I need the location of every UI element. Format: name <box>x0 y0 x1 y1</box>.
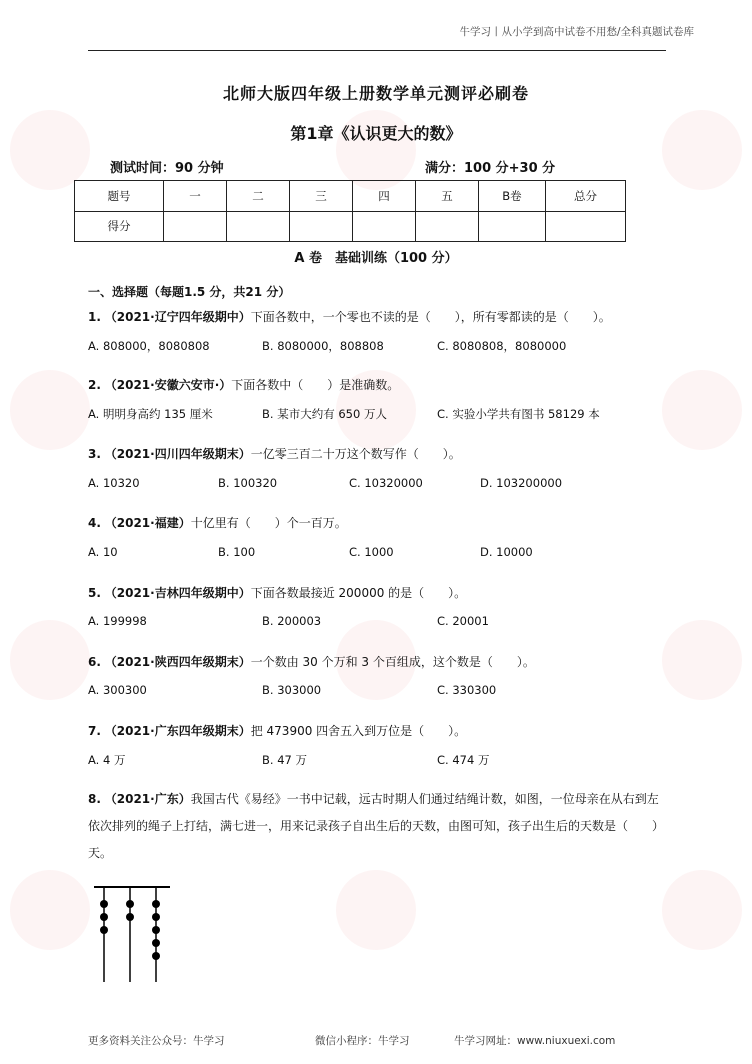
question-1 <box>88 308 611 325</box>
score-input-cell[interactable] <box>479 211 546 242</box>
option[interactable]: B. 8080000，808808 <box>262 339 384 353</box>
full-score: 满分：100 分+30 分 <box>425 161 556 176</box>
option[interactable]: D. 10000 <box>480 545 533 559</box>
score-header-cell: 一 <box>164 181 227 212</box>
option[interactable]: A. 4 万 <box>88 753 126 767</box>
header-text: 牛学习丨从小学到高中试卷不用愁/全科真题试卷库 <box>459 26 694 38</box>
score-input-cell[interactable] <box>290 211 353 242</box>
question-source: （2021·吉林四年级期中） <box>104 586 251 600</box>
rope-knot <box>126 900 134 908</box>
score-header-cell: 五 <box>416 181 479 212</box>
score-input-cell[interactable] <box>227 211 290 242</box>
score-input-cell[interactable] <box>353 211 416 242</box>
option[interactable]: B. 200003 <box>262 614 322 628</box>
question-source: （2021·广东四年级期末） <box>104 724 251 738</box>
question-stem: 下面各数最接近 200000 的是（ ）。 <box>250 586 467 600</box>
score-header-cell: 四 <box>353 181 416 212</box>
question-8 <box>88 786 668 867</box>
score-table <box>74 180 626 242</box>
footer-middle: 微信小程序：牛学习 <box>315 1035 410 1047</box>
question-stem: 十亿里有（ ）个一百万。 <box>190 516 347 530</box>
score-row-label: 得分 <box>75 211 164 242</box>
question-number: 5. <box>88 586 101 600</box>
score-header-cell: 题号 <box>75 181 164 212</box>
question-number: 3. <box>88 447 101 461</box>
question-source: （2021·陕西四年级期末） <box>104 655 251 669</box>
rope-knot <box>100 900 108 908</box>
score-table-score-row <box>75 211 626 242</box>
option[interactable]: A. 10320 <box>88 476 140 490</box>
option[interactable]: D. 103200000 <box>480 476 563 490</box>
question-number: 1. <box>88 310 101 324</box>
option[interactable]: C. 330300 <box>437 683 497 697</box>
score-input-cell[interactable] <box>164 211 227 242</box>
question-6 <box>88 653 535 670</box>
rope-knot <box>100 913 108 921</box>
footer-right[interactable]: 牛学习网址：www.niuxuexi.com <box>454 1035 616 1047</box>
question-source: （2021·广东） <box>104 792 191 806</box>
rope-knot <box>100 926 108 934</box>
question-number: 7. <box>88 724 101 738</box>
rope-knot <box>126 913 134 921</box>
footer-left: 更多资料关注公众号：牛学习 <box>88 1035 225 1047</box>
option[interactable]: A. 10 <box>88 545 118 559</box>
rope-knot <box>152 952 160 960</box>
question-stem: 我国古代《易经》一书中记载，远古时期人们通过结绳计数，如图，一位母亲在从右到左依次排列的绳子上打结，满七进一，用来记录孩子自出生后的天数，由图可知，孩子出生后的天数是（ ）天。 <box>88 792 665 860</box>
question-stem: 下面各数中（ ）是准确数。 <box>231 378 400 392</box>
test-time: 测试时间：90 分钟 <box>110 161 224 176</box>
question-source: （2021·安徽六安市·） <box>104 378 232 392</box>
question-2 <box>88 376 399 393</box>
option[interactable]: A. 明明身高约 135 厘米 <box>88 407 213 421</box>
question-stem: 把 473900 四舍五入到万位是（ ）。 <box>250 724 467 738</box>
option[interactable]: A. 199998 <box>88 614 147 628</box>
question-number: 8. <box>88 792 101 806</box>
option[interactable]: B. 某市大约有 650 万人 <box>262 407 387 421</box>
score-input-cell[interactable] <box>546 211 626 242</box>
rope-knot <box>152 913 160 921</box>
question-stem: 一亿零三百二十万这个数写作（ ）。 <box>250 447 461 461</box>
option[interactable]: A. 808000，8080808 <box>88 339 210 353</box>
score-header-cell: 总分 <box>546 181 626 212</box>
option[interactable]: C. 20001 <box>437 614 489 628</box>
question-5 <box>88 584 466 601</box>
option[interactable]: B. 47 万 <box>262 753 307 767</box>
option[interactable]: C. 实验小学共有图书 58129 本 <box>437 407 600 421</box>
option[interactable]: C. 8080808，8080000 <box>437 339 567 353</box>
doc-title: 北师大版四年级上册数学单元测评必刷卷 <box>222 84 529 103</box>
question-source: （2021·福建） <box>104 516 191 530</box>
rope-knot <box>152 900 160 908</box>
question-stem: 一个数由 30 个万和 3 个百组成，这个数是（ ）。 <box>250 655 535 669</box>
figure-ropes <box>100 887 160 982</box>
question-stem: 下面各数中，一个零也不读的是（ ），所有零都读的是（ ）。 <box>250 310 611 324</box>
rope-knot <box>152 939 160 947</box>
option[interactable]: B. 100 <box>218 545 256 559</box>
score-header-cell: 二 <box>227 181 290 212</box>
header-divider <box>88 50 666 51</box>
score-header-cell: 三 <box>290 181 353 212</box>
score-table-header-row <box>75 181 626 212</box>
question-number: 6. <box>88 655 101 669</box>
option[interactable]: B. 100320 <box>218 476 278 490</box>
question-source: （2021·四川四年级期末） <box>104 447 251 461</box>
option[interactable]: A. 300300 <box>88 683 147 697</box>
question-7 <box>88 722 466 739</box>
question-number: 4. <box>88 516 101 530</box>
score-header-cell: B卷 <box>479 181 546 212</box>
option[interactable]: C. 474 万 <box>437 753 490 767</box>
option[interactable]: C. 10320000 <box>349 476 423 490</box>
part1-title: 一、选择题（每题1.5 分，共21 分） <box>88 285 291 299</box>
question-3 <box>88 445 461 462</box>
section-a-title: A 卷 基础训练（100 分） <box>294 251 458 266</box>
knotted-rope-figure <box>94 884 174 984</box>
question-4 <box>88 514 347 531</box>
rope-knot <box>152 926 160 934</box>
doc-subtitle: 第1章《认识更大的数》 <box>290 124 462 143</box>
option[interactable]: C. 1000 <box>349 545 394 559</box>
score-input-cell[interactable] <box>416 211 479 242</box>
option[interactable]: B. 303000 <box>262 683 322 697</box>
question-source: （2021·辽宁四年级期中） <box>104 310 251 324</box>
question-number: 2. <box>88 378 101 392</box>
